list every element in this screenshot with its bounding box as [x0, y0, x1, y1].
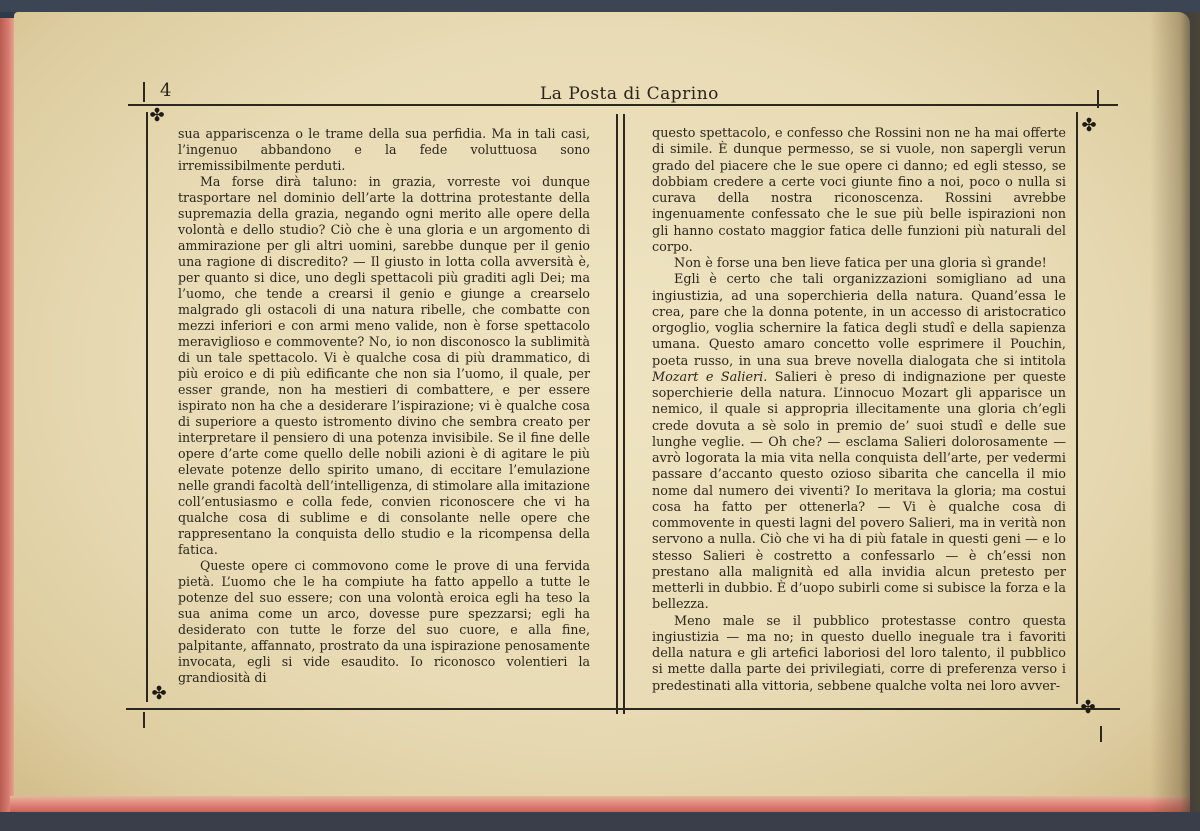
running-title: La Posta di Caprino: [540, 84, 719, 104]
footer-left-tick: [143, 712, 145, 728]
paragraph: questo spettacolo, e confesso che Rossini non ne ha mai offerte di simile. È dunque permesso, se si vuole, non sapergli verun grado del piacere che le sue opere ci danno; ed egli stesso, se dobbiam credere a certe voci giunte fino a noi, poco o nulla si curava della nostra riconoscenza. Rossini avrebbe ingenuamente confessato che le sue più belle ispirazioni non gli hanno costato maggior fatica delle funzioni più naturali del corpo.: [652, 126, 1066, 255]
right-text-column: [652, 126, 1066, 695]
center-rule-1: [616, 114, 618, 714]
left-frame-rule: [146, 112, 148, 702]
footer-right-tick: [1100, 726, 1102, 742]
book-edge-bottom: [10, 796, 1190, 812]
paragraph: Meno male se il pubblico protestasse contro questa ingiustizia — ma no; in questo duello ineguale tra i favoriti della natura e gli artefici laboriosi del loro talento, il pubblico si mette dalla parte dei privilegiati, corre di preferenza verso i predestinati alla vittoria, sebbene qualche volta nei loro avver-: [652, 613, 1066, 694]
paragraph-text: Egli è certo che tali organizzazioni somigliano ad una ingiustizia, ad una soperchieria della natura. Quand’essa le crea, pare che la donna potente, in un accesso di aristocratico orgoglio, voglia schernire la fatica degli studî e della sapienza umana. Questo amaro concetto volle esprimere il Pouchin, poeta russo, in una sua breve novella dialogata che si intitola: [652, 272, 1066, 369]
bottom-rule: [126, 708, 1120, 710]
paragraph: [652, 272, 1066, 613]
floral-ornament-icon: ✤: [149, 105, 165, 126]
header-left-tick: [143, 82, 145, 102]
scan-background-bottom: [0, 812, 1200, 831]
left-text-column: [178, 126, 590, 686]
work-title: Mozart e Salieri.: [652, 369, 768, 385]
page-number: 4: [160, 80, 172, 101]
paragraph: Queste opere ci commovono come le prove di una fervida pietà. L’uomo che le ha compiute ha fatto appello a tutte le potenze del suo essere; con una volontà eroica egli ha teso la sua anima come un arco, dovesse pure spezzarsi; egli ha desiderato con tutte le forze del suo cuore, e alla fine, palpitante, affannato, prostrato da una ispirazione penosamente invocata, egli si vide esaudito. Io riconosco volentieri la grandiosità di: [178, 558, 590, 685]
floral-ornament-icon: ✤: [1080, 697, 1096, 718]
scan-background-top: [0, 0, 1200, 12]
paragraph: sua appariscenza o le trame della sua perfidia. Ma in tali casi, l’ingenuo abbandono e la fede voluttuosa sono irremissibilmente perduti.: [178, 126, 590, 173]
right-frame-rule: [1076, 112, 1078, 704]
paragraph: Ma forse dirà taluno: in grazia, vorreste voi dunque trasportare nel dominio dell’arte la dottrina protestante della supremazia della grazia, negando ogni merito alle opere della volontà e dello studio? Ciò che è una gloria e un argomento di ammirazione per gli altri uomini, sarebbe dunque per il genio una ragione di discredito? — Il giusto in lotta colla avversità è, per quanto si dice, uno degli spettacoli più graditi agli Dei; ma l’uomo, che tende a crearsi il genio e giunge a crearselo malgrado gli ostacoli di una natura ribelle, che combatte con mezzi inferiori e con armi meno valide, non è forse spettacolo meraviglioso e commovente? No, io non disconosco la sublimità di un tale spettacolo. Vi è qualche cosa di più drammatico, di più eroico e di più edificante che non sia l’uomo, il quale, per esser grande, non ha mestieri di combattere, e per essere ispirato non ha che a desiderare l’ispirazione; vi è qualche cosa di superiore a questo istromento divino che sembra creato per interpretare il pensiero di una potenza invisibile. Se il fine delle opere d’arte come quello delle nobili azioni è di agitare le più elevate potenze dello spirito umano, di eccitare l’emulazione nelle grandi facoltà dell’intelligenza, di stimolare alla imitazione coll’entusiasmo e colla fede, convien riconoscere che vi ha qualche cosa di sublime e di consolante nelle opere che rappresentano la conquista dello studio e la ricompensa della fatica.: [178, 174, 590, 557]
book-spine-shadow: [1150, 12, 1200, 812]
floral-ornament-icon: ✤: [151, 683, 167, 704]
paragraph-text: Salieri è preso di indignazione per queste soperchierie della natura. L’innocuo Mozart gli apparisce un nemico, il quale si appropria illecitamente una gloria ch’egli crede dovuta a sè solo in premio de’ suoi studî e delle sue lunghe veglie. — Oh che? — esclama Salieri dolorosamente — avrò logorata la mia vita nella conquista dell’arte, per vedermi passare d’accanto questo ozioso sibarita che cancella il mio nome dal numero dei viventi? Io meritava la gloria; ma costui cosa ha fatto per ottenerla? — Vi è qualche cosa di commovente in questi lagni del povero Salieri, ma in verità non servono a nulla. Ciò che vi ha di più fatale in questi geni — e lo stesso Salieri è costretto a confessarlo — è ch’essi non prestano alla malignità ed alla invidia alcun pretesto per metterli in dubbio. È d’uopo subirli come si subisce la forza e la bellezza.: [652, 369, 1066, 613]
paragraph: Non è forse una ben lieve fatica per una gloria sì grande!: [674, 256, 1047, 271]
center-rule-2: [623, 114, 625, 714]
floral-ornament-icon: ✤: [1081, 115, 1097, 136]
top-rule: [128, 104, 1118, 106]
